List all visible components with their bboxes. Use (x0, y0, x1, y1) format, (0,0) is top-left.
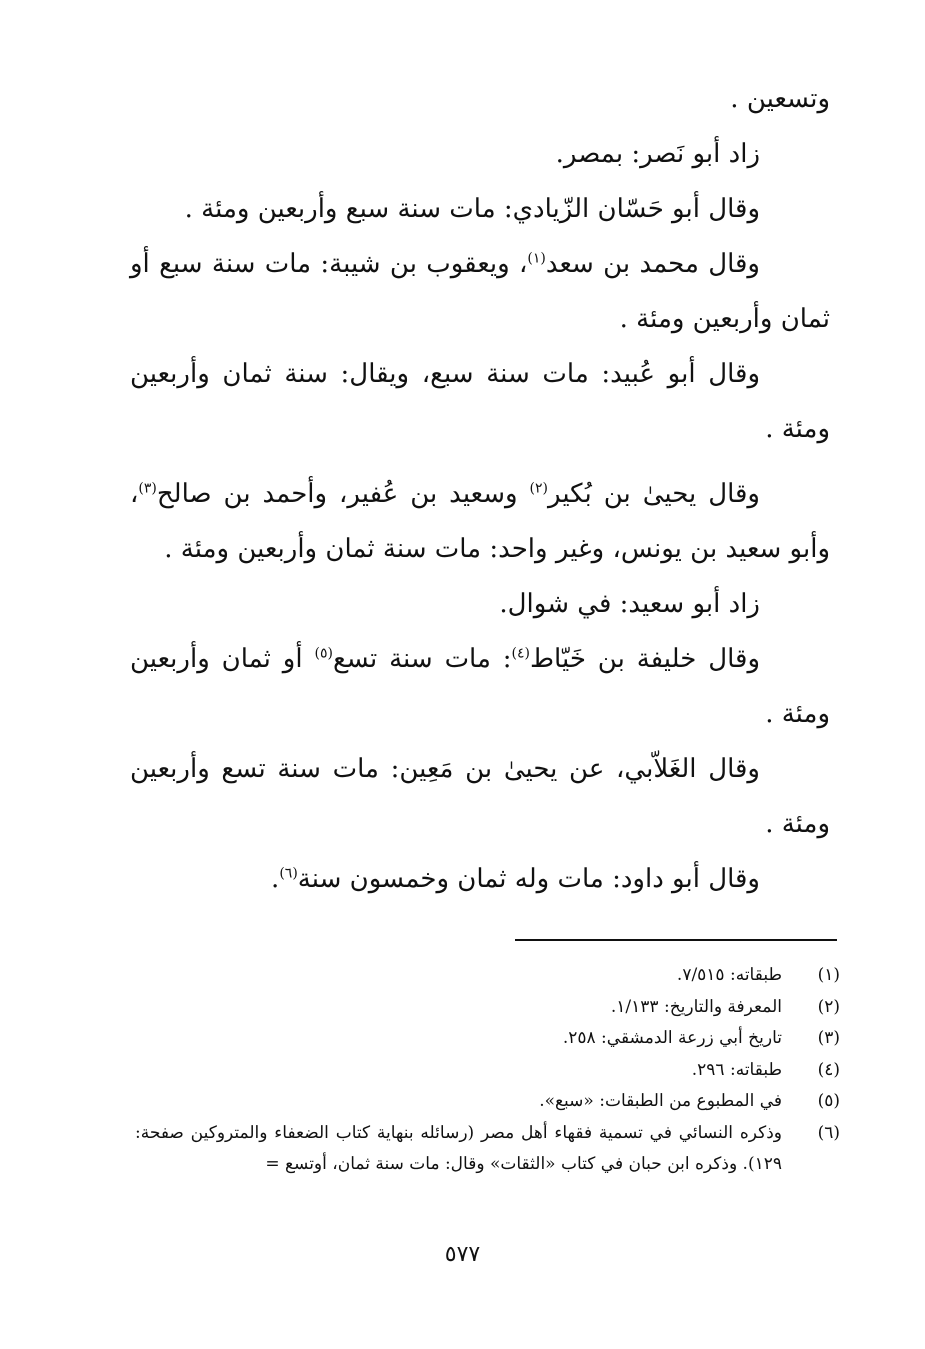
footnote-text: طبقاته: ٧/٥١٥. (676, 965, 782, 985)
footnote-text: المعرفة والتاريخ: ١/١٣٣. (610, 996, 782, 1017)
footnote (135, 1023, 840, 1055)
footnote (135, 992, 840, 1024)
footnote-divider (515, 939, 837, 941)
text-line: ، وأبو سعيد بن يونس، وغير واحد: مات سنة ثمان وأربعين ومئة . (130, 479, 830, 564)
text-line: ، ويعقوب بن شيبة: مات سنة سبع أو ثمان وأربعين ومئة . (130, 249, 830, 334)
footnote-ref: (٣) (138, 480, 157, 497)
footnote-text: وذكره النسائي في تسمية فقهاء أهل مصر (رسائله بنهاية كتاب الضعفاء والمتروكين صفحة: ١٢٩). وذكره ابن حبان في كتاب «الثقات» وقال: مات سنة ثمان، أوتسع = (135, 1122, 782, 1174)
text-line: وقال أبو حَسّان الزّيادي: مات سنة سبع وأربعين ومئة . (184, 194, 760, 224)
text-line: وقال أبو داود: مات وله ثمان وخمسون سنة (297, 864, 760, 894)
paragraph (130, 577, 830, 632)
text-line: . (271, 864, 280, 894)
text-line: وقال أبو عُبيد: مات سنة سبع، ويقال: سنة ثمان وأربعين ومئة . (130, 359, 830, 444)
footnotes (135, 960, 840, 1181)
main-text (130, 72, 830, 907)
footnote (135, 1086, 840, 1118)
footnote-number: (٤) (817, 1059, 840, 1080)
paragraph (130, 347, 830, 457)
footnote-number: (٥) (817, 1091, 840, 1111)
footnote (135, 1055, 840, 1087)
paragraph (130, 237, 830, 347)
footnote-ref: (٥) (314, 645, 333, 662)
footnote-text: طبقاته: ٢٩٦. (691, 1059, 782, 1080)
footnote-number: (٣) (817, 1028, 840, 1048)
paragraph (130, 852, 830, 907)
paragraph (130, 742, 830, 852)
text-line: وتسعين . (730, 84, 830, 114)
text-line: وسعيد بن عُفير، وأحمد بن صالح (156, 479, 530, 509)
paragraph (130, 127, 830, 182)
text-line: وقال محمد بن سعد (545, 249, 760, 279)
footnote (135, 960, 840, 992)
paragraph (130, 72, 830, 127)
text-line: أو ثمان وأربعين ومئة . (130, 644, 830, 729)
footnote-ref: (٤) (511, 645, 531, 662)
footnote-number: (١) (817, 965, 840, 985)
footnote-ref: (٢) (529, 480, 548, 497)
page-number: ٥٧٧ (444, 1242, 481, 1267)
text-line: وقال الغَلاّبي، عن يحيىٰ بن مَعِين: مات سنة تسع وأربعين ومئة . (130, 754, 830, 839)
footnote-number: (٢) (817, 996, 840, 1017)
footnote-number: (٦) (817, 1122, 840, 1143)
text-line: : مات سنة تسع (332, 644, 512, 674)
text-line: وقال خليفة بن خَيّاط (530, 644, 761, 674)
footnote-text: في المطبوع من الطبقات: «سبع». (539, 1091, 782, 1111)
footnote-text: تاريخ أبي زرعة الدمشقي: ٢٥٨. (562, 1028, 782, 1048)
paragraph (130, 632, 830, 742)
paragraph (130, 182, 830, 237)
text-line: وقال يحيىٰ بن بُكير (547, 479, 760, 509)
footnote-ref: (١) (527, 250, 546, 267)
paragraph (130, 467, 830, 577)
text-line: زاد أبو سعيد: في شوال. (499, 589, 760, 619)
footnote (135, 1118, 840, 1181)
footnote-ref: (٦) (279, 865, 298, 882)
text-line: زاد أبو نَصر: بمصر. (555, 139, 760, 169)
